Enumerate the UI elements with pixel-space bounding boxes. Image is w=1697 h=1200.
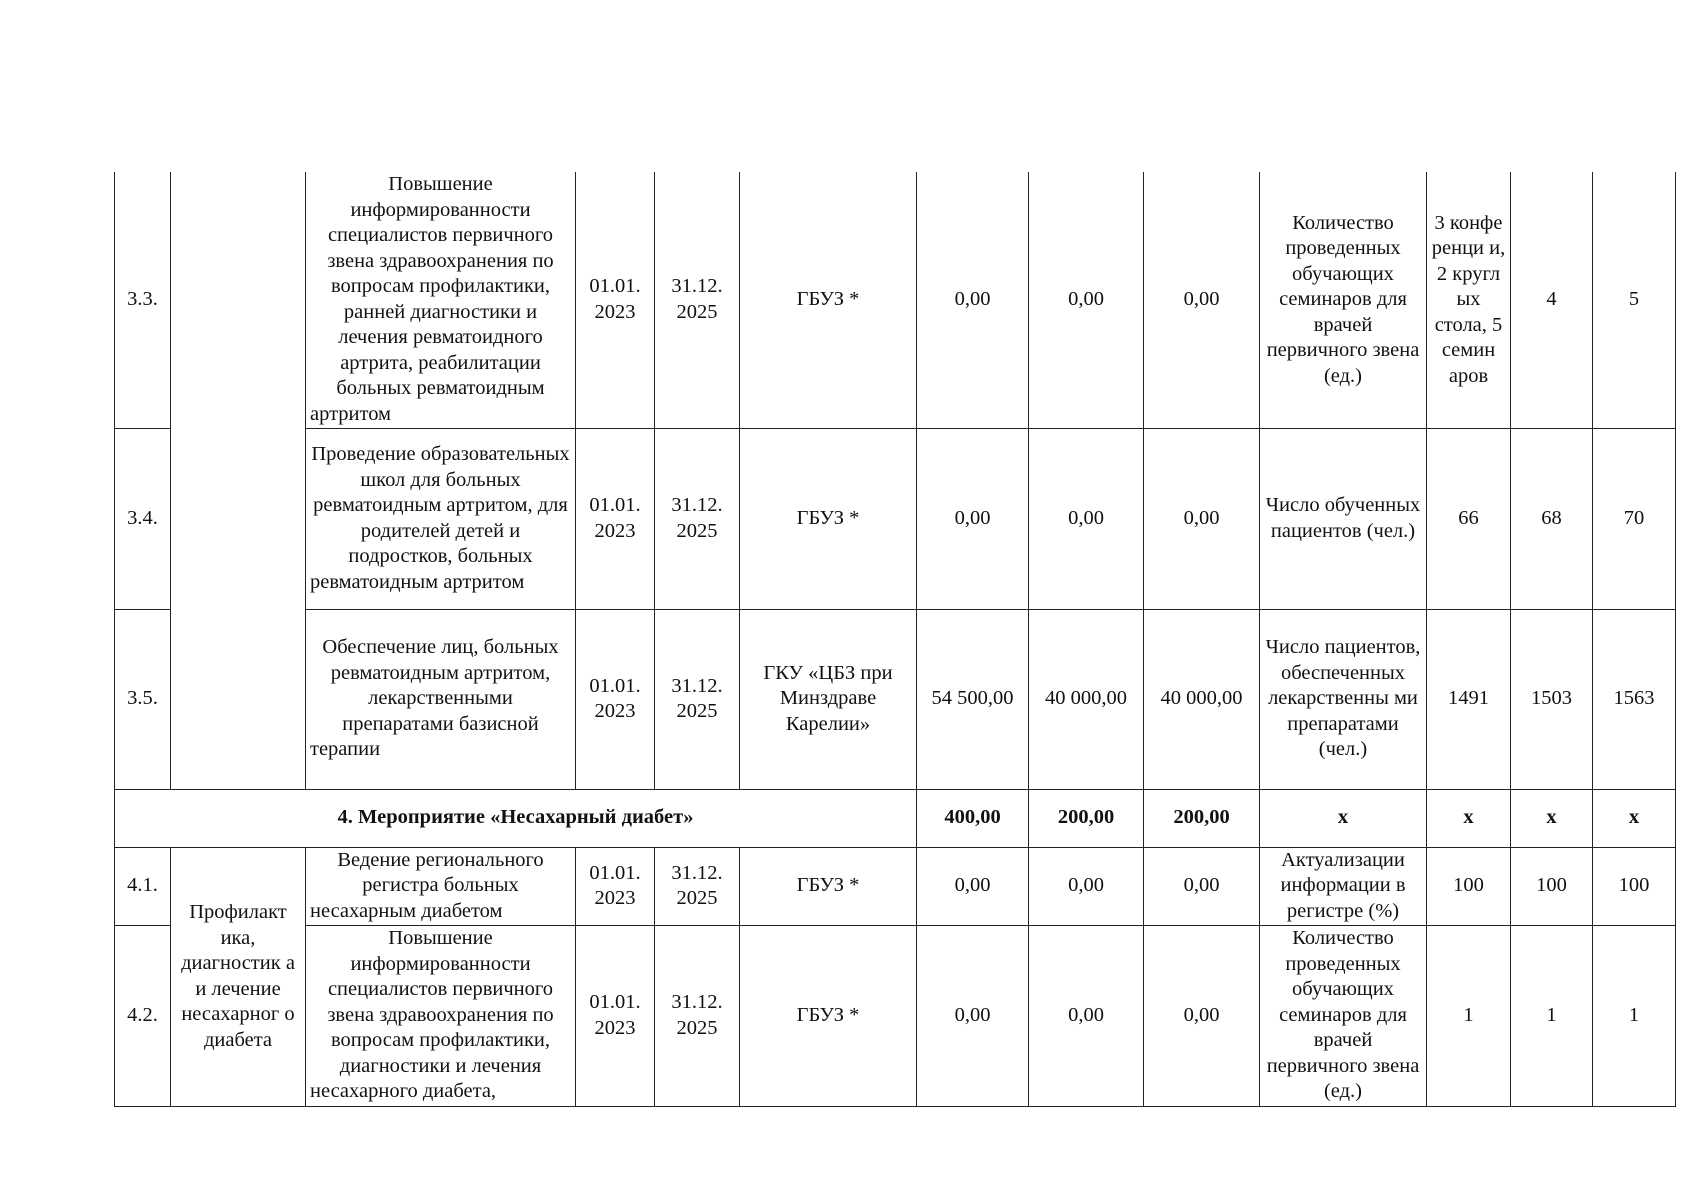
indicator-name: Актуализации информации в регистре (%) bbox=[1260, 847, 1427, 925]
section-value-2024: х bbox=[1511, 789, 1593, 847]
section-indicator: х bbox=[1260, 789, 1427, 847]
indicator-2023: 100 bbox=[1427, 847, 1511, 925]
measure-description: Проведение образовательных школ для больных ревматоидным артритом, для родителей детей и подростков, больных ревматоидным артритом bbox=[306, 428, 576, 609]
section-value-2023: х bbox=[1427, 789, 1511, 847]
executor: ГБУЗ * bbox=[740, 428, 917, 609]
end-date: 31.12. 2025 bbox=[655, 428, 740, 609]
indicator-2025: 5 bbox=[1593, 172, 1676, 428]
indicator-2023: 1491 bbox=[1427, 609, 1511, 789]
end-date: 31.12. 2025 bbox=[655, 925, 740, 1106]
start-date: 01.01. 2023 bbox=[576, 847, 655, 925]
end-date: 31.12. 2025 bbox=[655, 172, 740, 428]
section-funding-2025: 200,00 bbox=[1144, 789, 1260, 847]
funding-2023: 0,00 bbox=[917, 925, 1029, 1106]
start-date: 01.01. 2023 bbox=[576, 609, 655, 789]
row-number: 3.3. bbox=[115, 172, 171, 428]
funding-2023: 0,00 bbox=[917, 172, 1029, 428]
measures-table bbox=[114, 172, 1676, 1107]
measure-description: Повышение информированности специалистов первичного звена здравоохранения по вопросам профилактики, диагностики и лечения несахарного диабета, bbox=[306, 925, 576, 1106]
executor: ГБУЗ * bbox=[740, 172, 917, 428]
indicator-2025: 100 bbox=[1593, 847, 1676, 925]
executor: ГКУ «ЦБЗ при Минздраве Карелии» bbox=[740, 609, 917, 789]
start-date: 01.01. 2023 bbox=[576, 925, 655, 1106]
funding-2024: 0,00 bbox=[1029, 172, 1144, 428]
funding-2024: 0,00 bbox=[1029, 847, 1144, 925]
row-number: 4.2. bbox=[115, 925, 171, 1106]
row-number: 4.1. bbox=[115, 847, 171, 925]
section-funding-2024: 200,00 bbox=[1029, 789, 1144, 847]
indicator-2025: 1 bbox=[1593, 925, 1676, 1106]
funding-2024: 40 000,00 bbox=[1029, 609, 1144, 789]
indicator-2023: 66 bbox=[1427, 428, 1511, 609]
end-date: 31.12. 2025 bbox=[655, 609, 740, 789]
indicator-name: Количество проведенных обучающих семинаров для врачей первичного звена (ед.) bbox=[1260, 172, 1427, 428]
indicator-2023: 3 конфе ренци и, 2 кругл ых стола, 5 семин аров bbox=[1427, 172, 1511, 428]
section-header-row bbox=[115, 789, 1676, 847]
indicator-2025: 70 bbox=[1593, 428, 1676, 609]
start-date: 01.01. 2023 bbox=[576, 172, 655, 428]
end-date: 31.12. 2025 bbox=[655, 847, 740, 925]
measure-group-name: Профилакт ика, диагностик а и лечение несахарног о диабета bbox=[171, 847, 306, 1106]
indicator-2023: 1 bbox=[1427, 925, 1511, 1106]
indicator-2024: 1503 bbox=[1511, 609, 1593, 789]
funding-2023: 0,00 bbox=[917, 428, 1029, 609]
executor: ГБУЗ * bbox=[740, 847, 917, 925]
funding-2025: 0,00 bbox=[1144, 847, 1260, 925]
funding-2024: 0,00 bbox=[1029, 428, 1144, 609]
table-row bbox=[115, 428, 1676, 609]
indicator-2024: 68 bbox=[1511, 428, 1593, 609]
indicator-name: Число обученных пациентов (чел.) bbox=[1260, 428, 1427, 609]
section-title: 4. Мероприятие «Несахарный диабет» bbox=[115, 789, 917, 847]
section-funding-2023: 400,00 bbox=[917, 789, 1029, 847]
executor: ГБУЗ * bbox=[740, 925, 917, 1106]
indicator-name: Количество проведенных обучающих семинаров для врачей первичного звена (ед.) bbox=[1260, 925, 1427, 1106]
funding-2025: 0,00 bbox=[1144, 172, 1260, 428]
row-number: 3.5. bbox=[115, 609, 171, 789]
indicator-name: Число пациентов, обеспеченных лекарственны ми препаратами (чел.) bbox=[1260, 609, 1427, 789]
row-number: 3.4. bbox=[115, 428, 171, 609]
indicator-2024: 4 bbox=[1511, 172, 1593, 428]
funding-2025: 0,00 bbox=[1144, 428, 1260, 609]
indicator-2025: 1563 bbox=[1593, 609, 1676, 789]
funding-2025: 0,00 bbox=[1144, 925, 1260, 1106]
measure-description: Обеспечение лиц, больных ревматоидным артритом, лекарственными препаратами базисной терапии bbox=[306, 609, 576, 789]
funding-2023: 54 500,00 bbox=[917, 609, 1029, 789]
table-row bbox=[115, 172, 1676, 428]
group-cell-empty bbox=[171, 172, 306, 789]
measure-description: Повышение информированности специалистов первичного звена здравоохранения по вопросам профилактики, ранней диагностики и лечения ревматоидного артрита, реабилитации больных ревматоидным артритом bbox=[306, 172, 576, 428]
indicator-2024: 1 bbox=[1511, 925, 1593, 1106]
funding-2025: 40 000,00 bbox=[1144, 609, 1260, 789]
table-row bbox=[115, 925, 1676, 1106]
funding-2023: 0,00 bbox=[917, 847, 1029, 925]
table-row bbox=[115, 609, 1676, 789]
indicator-2024: 100 bbox=[1511, 847, 1593, 925]
start-date: 01.01. 2023 bbox=[576, 428, 655, 609]
measure-description: Ведение регионального регистра больных несахарным диабетом bbox=[306, 847, 576, 925]
section-value-2025: х bbox=[1593, 789, 1676, 847]
table-row bbox=[115, 847, 1676, 925]
funding-2024: 0,00 bbox=[1029, 925, 1144, 1106]
